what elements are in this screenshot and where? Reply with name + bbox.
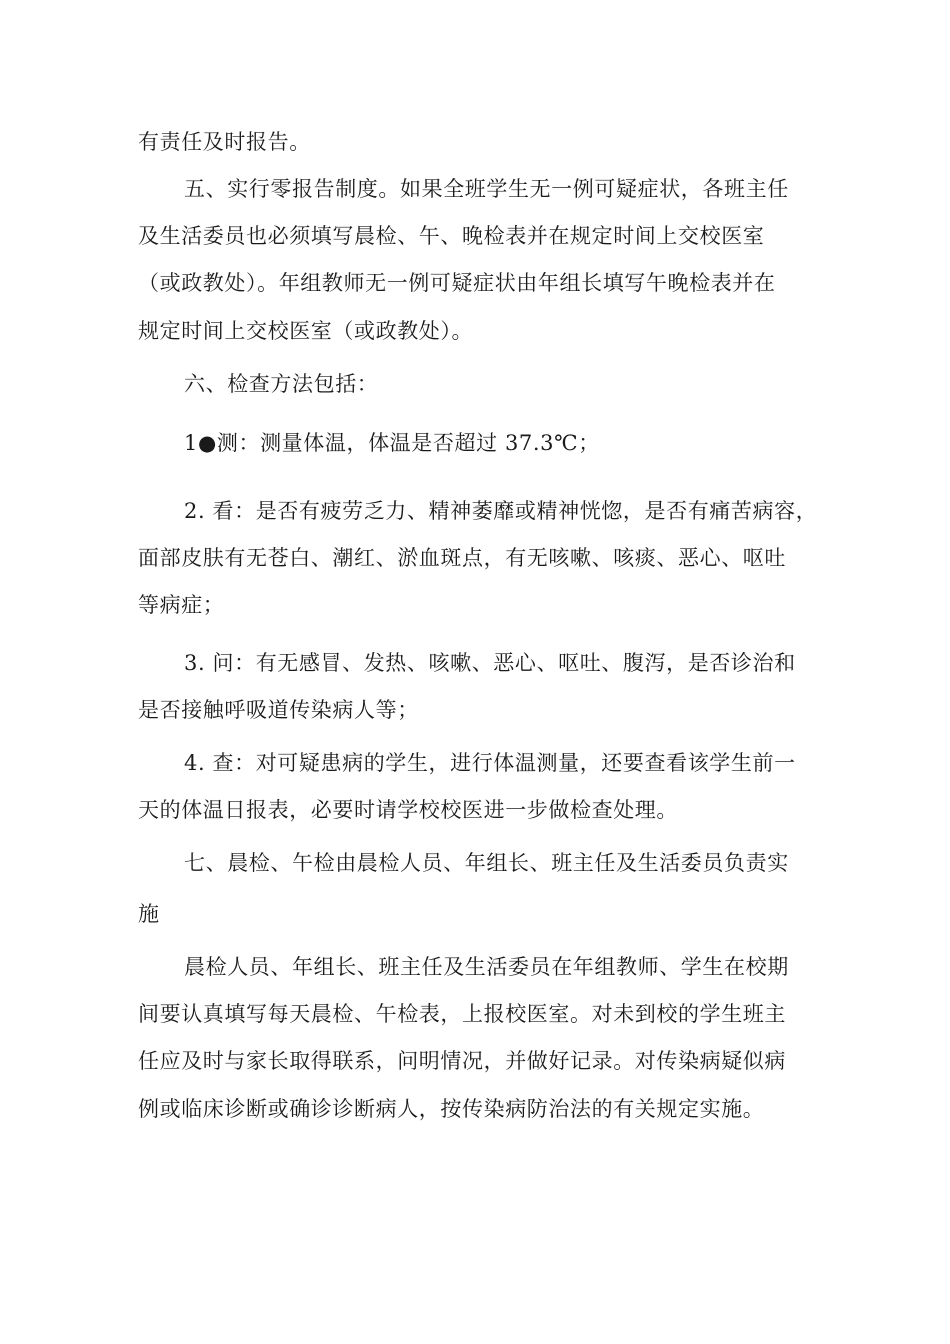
text-line-4: （或政教处）。年组教师无一例可疑症状由年组长填写午晚检表并在 (138, 271, 776, 295)
text-line-16: 施 (138, 902, 160, 926)
text-line-18: 间要认真填写每天晨检、午检表，上报校医室。对未到校的学生班主 (138, 1002, 786, 1026)
text-line-1: 有责任及时报告。 (138, 130, 311, 154)
text-line-14: 天的体温日报表，必要时请学校校医进一步做检查处理。 (138, 798, 678, 822)
text-line-10: 等病症； (138, 593, 225, 617)
text-line-5: 规定时间上交校医室（或政教处）。 (138, 319, 474, 343)
text-line-11: 3. 问：有无感冒、发热、咳嗽、恶心、呕吐、腹泻，是否诊治和 (184, 651, 796, 675)
text-line-19: 任应及时与家长取得联系，问明情况，并做好记录。对传染病疑似病 (138, 1049, 786, 1073)
text-line-7: 1●测：测量体温，体温是否超过 37.3℃； (184, 431, 600, 455)
text-line-12: 是否接触呼吸道传染病人等； (138, 698, 419, 722)
text-line-17: 晨检人员、年组长、班主任及生活委员在年组教师、学生在校期 (184, 955, 789, 979)
text-line-20: 例或临床诊断或确诊诊断病人，按传染病防治法的有关规定实施。 (138, 1097, 765, 1121)
text-line-6: 六、检查方法包括： (184, 372, 379, 396)
text-line-3: 及生活委员也必须填写晨检、午、晚检表并在规定时间上交校医室 (138, 224, 765, 248)
text-line-13: 4. 查：对可疑患病的学生，进行体温测量，还要查看该学生前一 (184, 751, 796, 775)
text-line-8: 2. 看：是否有疲劳乏力、精神萎靡或精神恍惚，是否有痛苦病容， (184, 499, 818, 523)
text-line-2: 五、实行零报告制度。如果全班学生无一例可疑症状，各班主任 (184, 177, 789, 201)
text-line-9: 面部皮肤有无苍白、潮红、淤血斑点，有无咳嗽、咳痰、恶心、呕吐 (138, 546, 786, 570)
text-line-15: 七、晨检、午检由晨检人员、年组长、班主任及生活委员负责实 (184, 851, 789, 875)
